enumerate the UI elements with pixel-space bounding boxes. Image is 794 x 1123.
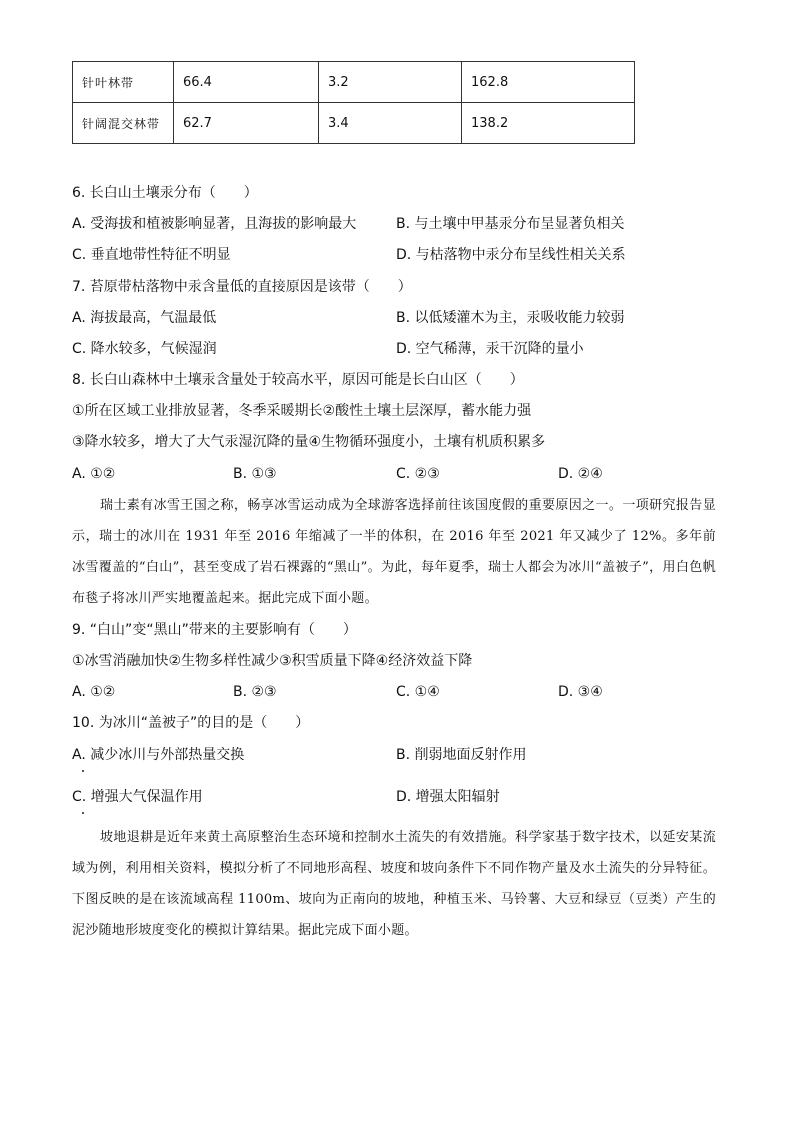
table-cell: 针叶林带 bbox=[73, 62, 174, 103]
question-7-stem: 7. 苔原带枯落物中汞含量低的直接原因是该带（ ） bbox=[72, 279, 412, 295]
question-6-option-c[interactable]: C. 垂直地带性特征不明显 bbox=[72, 247, 231, 263]
question-7-option-c[interactable]: C. 降水较多，气候湿润 bbox=[72, 341, 217, 357]
question-9-option-d[interactable]: D. ③④ bbox=[558, 684, 603, 700]
question-9-option-b[interactable]: B. ②③ bbox=[233, 684, 277, 700]
scan-mark bbox=[82, 770, 84, 772]
question-9-option-a[interactable]: A. ①② bbox=[72, 684, 116, 700]
question-7-option-b[interactable]: B. 以低矮灌木为主，汞吸收能力较弱 bbox=[396, 310, 625, 326]
question-7-option-a[interactable]: A. 海拔最高，气温最低 bbox=[72, 310, 217, 326]
question-9-stem: 9. “白山”变“黑山”带来的主要影响有（ ） bbox=[72, 622, 357, 638]
question-7-option-d[interactable]: D. 空气稀薄，汞干沉降的量小 bbox=[396, 341, 584, 357]
table-cell: 62.7 bbox=[174, 103, 319, 144]
question-10-option-a[interactable]: A. 减少冰川与外部热量交换 bbox=[72, 747, 245, 763]
question-8-option-d[interactable]: D. ②④ bbox=[558, 466, 603, 482]
table-cell: 针阔混交林带 bbox=[73, 103, 174, 144]
question-8-option-b[interactable]: B. ①③ bbox=[233, 466, 277, 482]
question-8-stem: 8. 长白山森林中土壤汞含量处于较高水平，原因可能是长白山区（ ） bbox=[72, 372, 524, 388]
question-6-option-a[interactable]: A. 受海拔和植被影响显著，且海拔的影响最大 bbox=[72, 216, 357, 232]
table-row bbox=[73, 103, 635, 144]
question-8-statements-1: ①所在区域工业排放显著，冬季采暖期长②酸性土壤土层深厚，蓄水能力强 bbox=[72, 403, 532, 419]
question-6-option-b[interactable]: B. 与土壤中甲基汞分布呈显著负相关 bbox=[396, 216, 625, 232]
question-10-stem: 10. 为冰川“盖被子”的目的是（ ） bbox=[72, 715, 310, 731]
data-table bbox=[72, 61, 635, 144]
table-cell: 66.4 bbox=[174, 62, 319, 103]
table-cell: 3.2 bbox=[319, 62, 462, 103]
question-8-statements-2: ③降水较多，增大了大气汞湿沉降的量④生物循环强度小，土壤有机质积累多 bbox=[72, 434, 546, 450]
passage-loess-plateau: 坡地退耕是近年来黄土高原整治生态环境和控制水土流失的有效措施。科学家基于数字技术，以延安某流域为例，利用相关资料，模拟分析了不同地形高程、坡度和坡向条件下不同作物产量及水土流失的分异特征。下图反映的是在该流域高程 1100m、坡向为正南向的坡地，种植玉米、马铃薯、大豆和绿豆（豆类）产生的泥沙随地形坡度变化的模拟计算结果。据此完成下面小题。 bbox=[72, 830, 716, 938]
question-8-option-c[interactable]: C. ②③ bbox=[396, 466, 440, 482]
passage-switzerland-glaciers: 瑞士素有冰雪王国之称，畅享冰雪运动成为全球游客选择前往该国度假的重要原因之一。一项研究报告显示，瑞士的冰川在 1931 年至 2016 年缩减了一半的体积，在 2016 年至 2021 年又减少了 12%。多年前冰雪覆盖的“白山”，甚至变成了岩石裸露的“黑山”。为此，每年夏季，瑞士人都会为冰川“盖被子”，用白色帆布毯子将冰川严实地覆盖起来。据此完成下面小题。 bbox=[72, 498, 716, 606]
question-10-option-c[interactable]: C. 增强大气保温作用 bbox=[72, 789, 203, 805]
question-6-stem: 6. 长白山土壤汞分布（ ） bbox=[72, 185, 258, 201]
table-cell: 162.8 bbox=[462, 62, 635, 103]
question-10-option-b[interactable]: B. 削弱地面反射作用 bbox=[396, 747, 527, 763]
scan-mark bbox=[82, 812, 84, 814]
question-8-option-a[interactable]: A. ①② bbox=[72, 466, 116, 482]
question-9-statements: ①冰雪消融加快②生物多样性减少③积雪质量下降④经济效益下降 bbox=[72, 653, 473, 669]
table-cell: 138.2 bbox=[462, 103, 635, 144]
question-6-option-d[interactable]: D. 与枯落物中汞分布呈线性相关关系 bbox=[396, 247, 626, 263]
table-cell: 3.4 bbox=[319, 103, 462, 144]
question-9-option-c[interactable]: C. ①④ bbox=[396, 684, 440, 700]
table-row bbox=[73, 62, 635, 103]
question-10-option-d[interactable]: D. 增强太阳辐射 bbox=[396, 789, 500, 805]
